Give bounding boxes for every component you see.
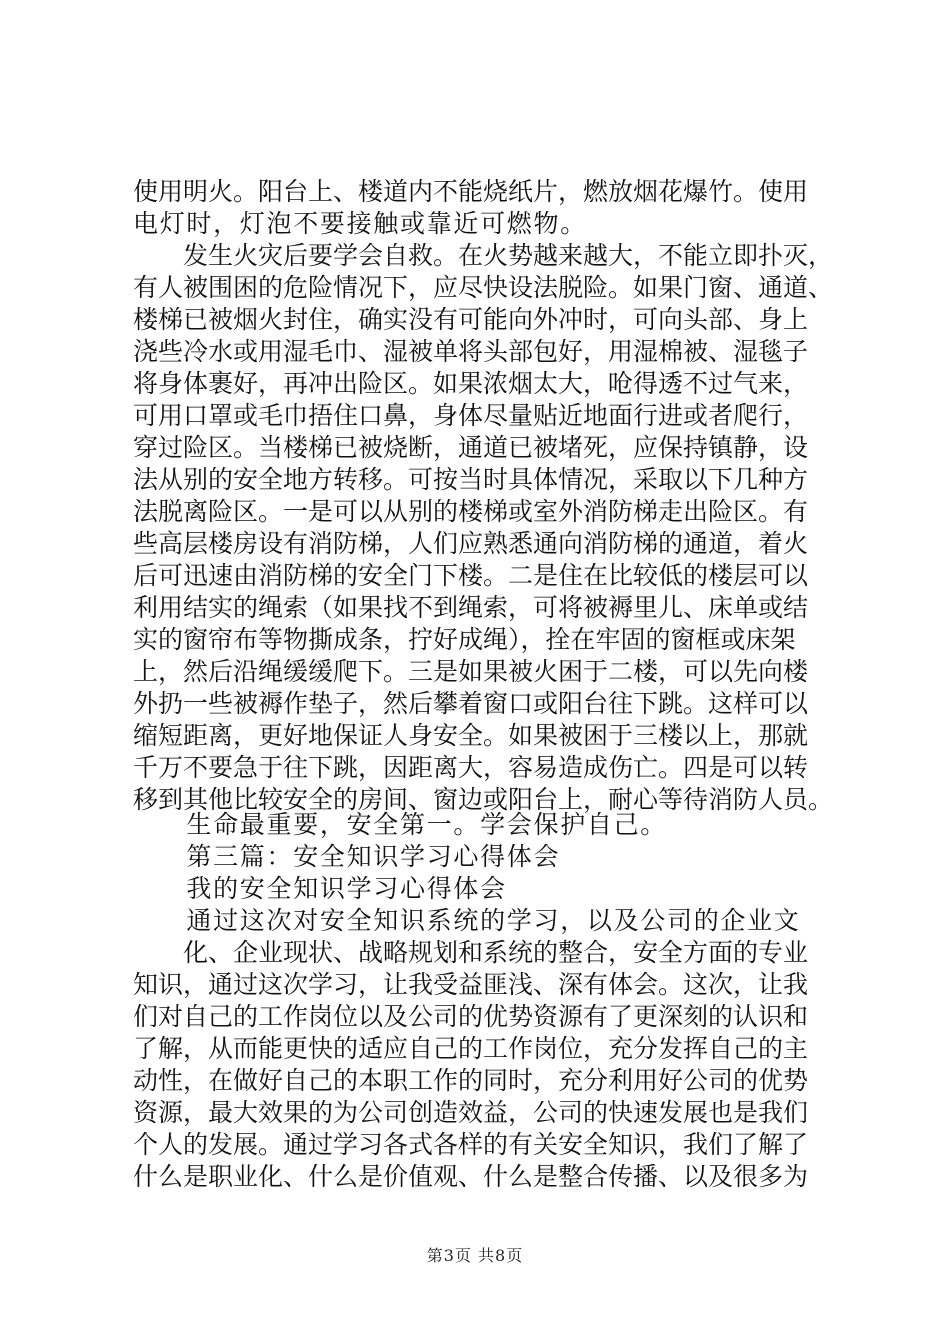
text-line: 有人被围困的危险情况下，应尽快设法脱险。如果门窗、通道、	[133, 273, 834, 302]
text-line: 了解，从而能更快的适应自己的工作岗位，充分发挥自己的主	[133, 1034, 809, 1063]
text-line: 法脱离险区。一是可以从别的楼梯或室外消防梯走出险区。有	[133, 497, 809, 526]
text-line: 浇些冷水或用湿毛巾、湿被单将头部包好，用湿棉被、湿毯子	[133, 337, 809, 366]
paragraph-safety-study	[133, 809, 833, 1193]
paragraph-fire-prevention	[133, 176, 833, 240]
text-line: 可用口罩或毛巾捂住口鼻，身体尽量贴近地面行进或者爬行，	[133, 401, 809, 430]
text-line: 通过这次对安全知识系统的学习，以及公司的企业文	[133, 906, 801, 935]
text-line: 什么是职业化、什么是价值观、什么是整合传播、以及很多为	[133, 1162, 809, 1191]
text-line: 使用明火。阳台上、楼道内不能烧纸片，燃放烟花爆竹。使用	[133, 177, 809, 206]
text-line: 将身体裹好，再冲出险区。如果浓烟太大，呛得透不过气来，	[133, 369, 809, 398]
paragraph-fire-self-rescue	[133, 240, 833, 816]
text-line: 资源，最大效果的为公司创造效益，公司的快速发展也是我们	[133, 1098, 809, 1127]
text-line: 生命最重要，安全第一。学会保护自己。	[133, 810, 668, 839]
text-line: 些高层楼房设有消防梯，人们应熟悉通向消防梯的通道，着火	[133, 529, 809, 558]
text-line: 发生火灾后要学会自救。在火势越来越大，不能立即扑灭，	[133, 241, 834, 270]
text-line: 知识，通过这次学习，让我受益匪浅、深有体会。这次，让我	[133, 970, 809, 999]
text-line: 个人的发展。通过学习各式各样的有关安全知识，我们了解了	[133, 1130, 809, 1159]
page-footer: 第3页 共8页	[426, 1246, 524, 1265]
text-line: 电灯时，灯泡不要接触或靠近可燃物。	[133, 209, 587, 238]
text-line: 法从别的安全地方转移。可按当时具体情况，采取以下几种方	[133, 465, 809, 494]
text-line: 动性，在做好自己的本职工作的同时，充分利用好公司的优势	[133, 1066, 809, 1095]
text-line: 我的安全知识学习心得体会	[133, 874, 507, 903]
text-line: 上，然后沿绳缓缓爬下。三是如果被火困于二楼，可以先向楼	[133, 657, 809, 686]
text-line: 后可迅速由消防梯的安全门下楼。二是住在比较低的楼层可以	[133, 561, 809, 590]
text-line: 缩短距离，更好地保证人身安全。如果被困于三楼以上，那就	[133, 721, 809, 750]
text-line: 化、企业现状、战略规划和系统的整合，安全方面的专业	[133, 938, 809, 967]
text-line: 移到其他比较安全的房间、窗边或阳台上，耐心等待消防人员。	[133, 785, 834, 814]
text-line: 穿过险区。当楼梯已被烧断，通道已被堵死，应保持镇静，设	[133, 433, 809, 462]
text-line: 楼梯已被烟火封住，确实没有可能向外冲时，可向头部、身上	[133, 305, 809, 334]
text-line: 实的窗帘布等物撕成条，拧好成绳），拴在牢固的窗框或床架	[133, 625, 796, 654]
text-line: 外扔一些被褥作垫子，然后攀着窗口或阳台往下跳。这样可以	[133, 689, 809, 718]
text-line: 利用结实的绳索（如果找不到绳索，可将被褥里儿、床单或结	[133, 593, 809, 622]
text-line: 第三篇：安全知识学习心得体会	[133, 842, 561, 871]
text-line: 千万不要急于往下跳，因距离大，容易造成伤亡。四是可以转	[133, 753, 809, 782]
text-line: 们对自己的工作岗位以及公司的优势资源有了更深刻的认识和	[133, 1002, 809, 1031]
